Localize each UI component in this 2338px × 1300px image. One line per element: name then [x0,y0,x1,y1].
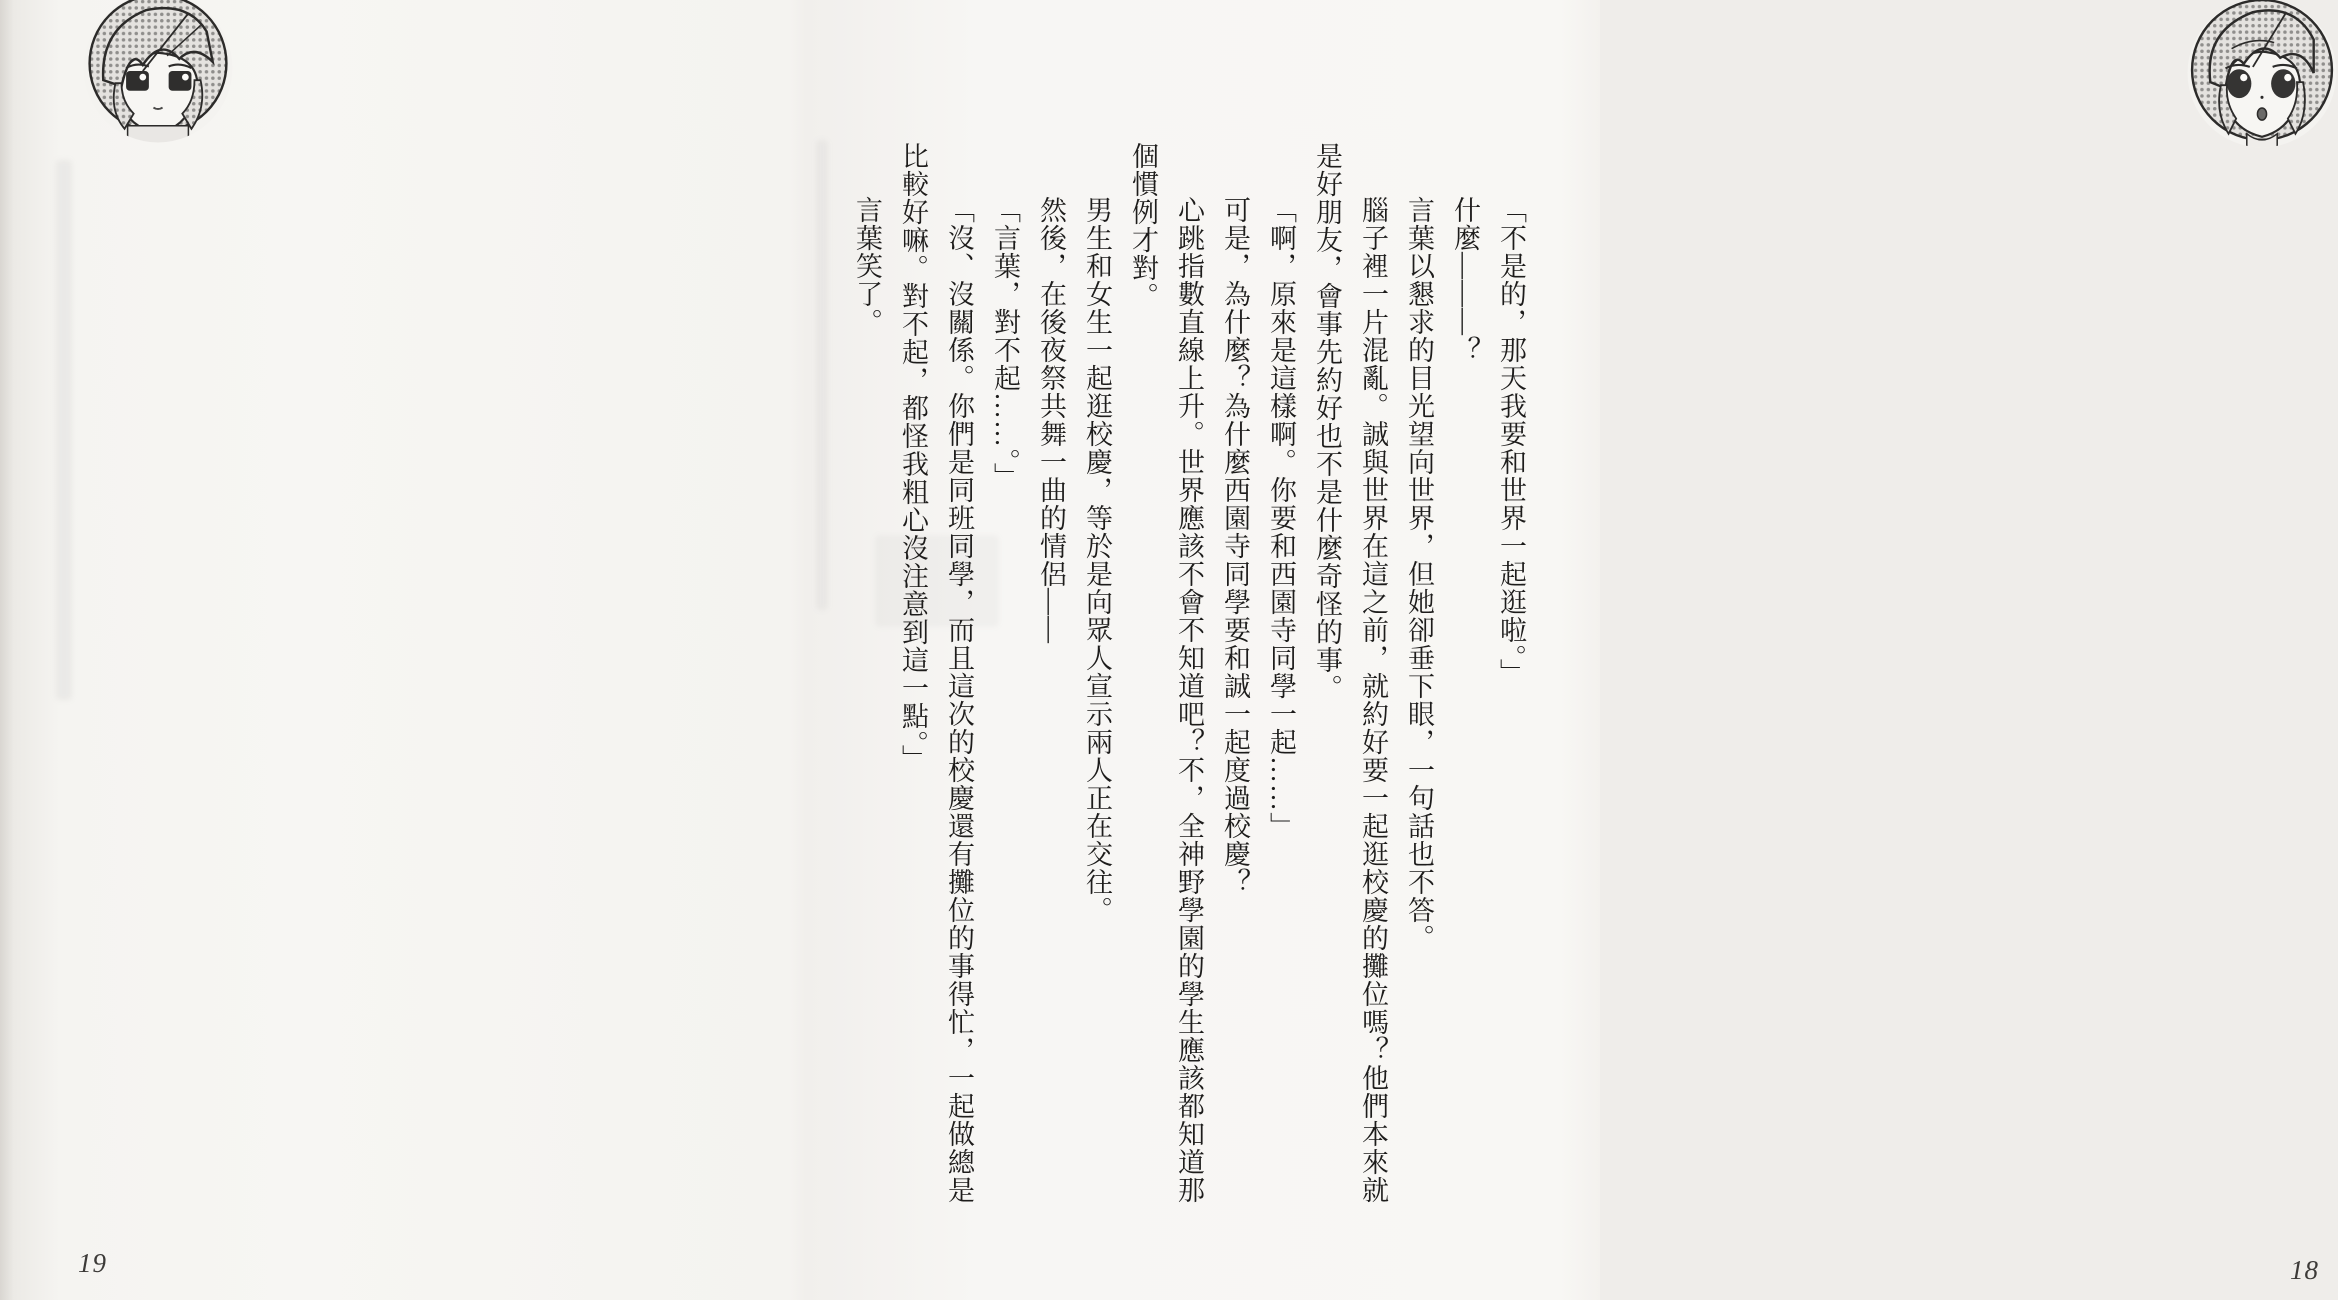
paragraph: 腦子裡一片混亂。誠與世界在這之前，就約好要一起逛校慶的攤位嗎？他們本來就是好朋友，會事先約好也不是什麼奇怪的事。 [1312,142,1388,1204]
paragraph: 「啊，原來是這樣啊。你要和西園寺同學一起……」 [1266,196,1296,840]
page-number-18: 18 [2290,1255,2319,1285]
page-18 [800,0,2319,1300]
paragraph: 言葉以懇求的目光望向世界，但她卻垂下眼，一句話也不答。 [1404,196,1434,952]
paragraph: 什麼———？ [1450,196,1480,364]
manga-girl-face-icon [2186,0,2338,149]
paragraph: 「不是的，那天我要和世界一起逛啦。」 [1496,196,1526,687]
paragraph: 心跳指數直線上升。世界應該不會不知道吧？不，全神野學園的學生應該都知道那個慣例才對。 [1128,142,1204,1204]
paragraph: 然後，在後夜祭共舞一曲的情侶—— [1036,196,1066,644]
page-number-19: 19 [78,1248,107,1278]
paragraph: 可是，為什麼？為什麼西園寺同學要和誠一起度過校慶？ [1220,196,1250,896]
manga-girl-face-icon [82,0,234,144]
paragraph: 「言葉，對不起……。」 [990,196,1020,491]
paragraph: 男生和女生一起逛校慶，等於是向眾人宣示兩人正在交往。 [1082,196,1112,924]
paragraph: 「沒、沒關係。你們是同班同學，而且這次的校慶還有攤位的事得忙，一起做總是比較好嘛。對不起，都怪我粗心沒注意到這一點。」 [898,142,974,1204]
paragraph: 言葉笑了。 [852,196,882,336]
page-18-text [824,142,1534,1210]
page-19 [0,0,800,1300]
